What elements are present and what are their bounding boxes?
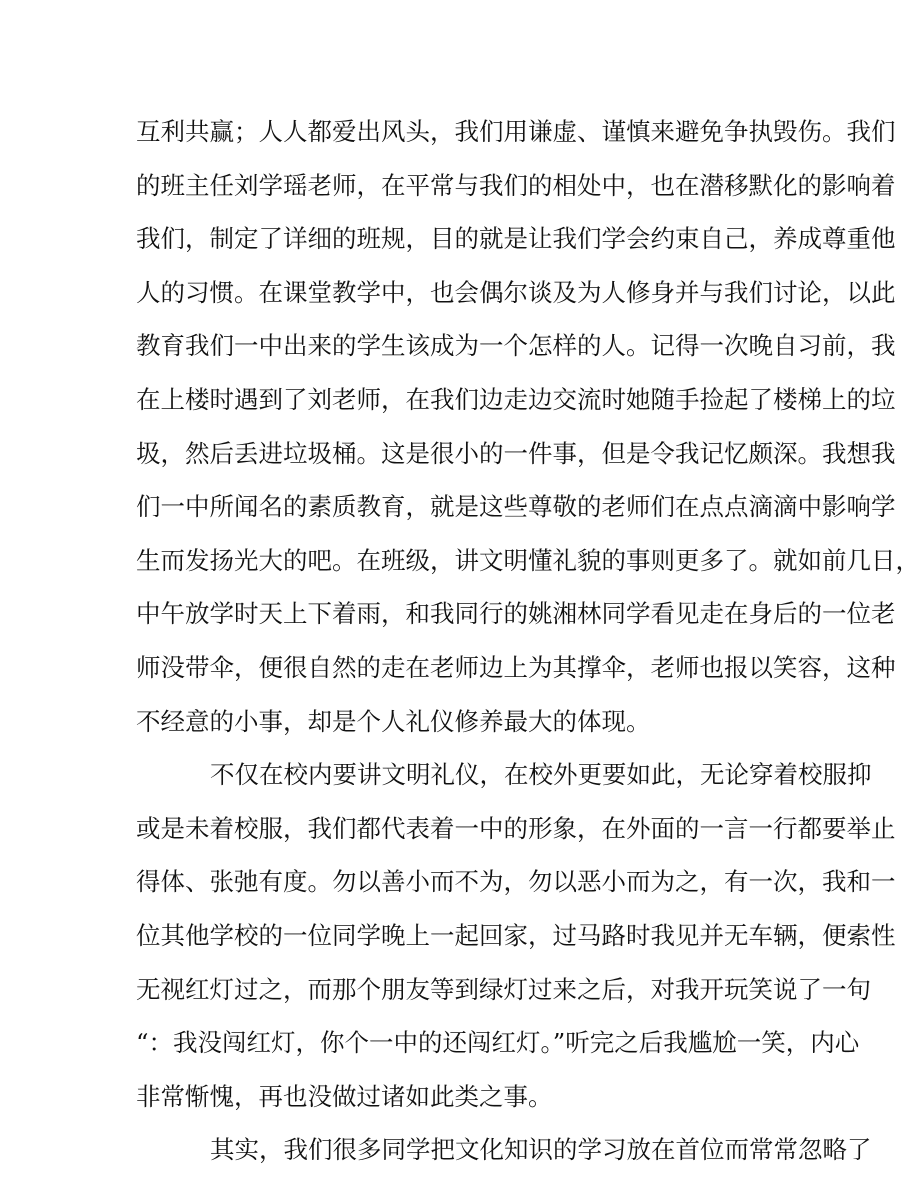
text-line: 的班主任刘学瑶老师，在平常与我们的相处中，也在潜移默化的影响着 [136,170,896,200]
paragraph-2 [136,748,896,1123]
text-line: 非常惭愧，再也没做过诸如此类之事。 [136,1081,553,1111]
text-line: “：我没闯红灯，你个一中的还闯红灯。”听完之后我尴尬一笑，内心 [136,1028,860,1058]
text-line: 其实，我们很多同学把文化知识的学习放在首位而常常忽略了 [210,1135,872,1165]
text-line: 得体、张弛有度。勿以善小而不为，勿以恶小而为之，有一次，我和一 [136,867,896,897]
text-line: 不经意的小事，却是个人礼仪修养最大的体现。 [136,706,651,736]
text-line: 生而发扬光大的吧。在班级，讲文明懂礼貌的事则更多了。就如前几日， [136,545,920,575]
text-line: 们一中所闻名的素质教育，就是这些尊敬的老师们在点点滴滴中影响学 [136,492,896,522]
text-line: 无视红灯过之，而那个朋友等到绿灯过来之后，对我开玩笑说了一句 [136,974,871,1004]
text-line: 不仅在校内要讲文明礼仪，在校外更要如此，无论穿着校服抑 [210,760,872,790]
text-line: 中午放学时天上下着雨，和我同行的姚湘林同学看见走在身后的一位老 [136,599,896,629]
paragraph-1 [136,105,920,748]
text-line: 教育我们一中出来的学生该成为一个怎样的人。记得一次晚自习前，我 [136,331,896,361]
text-line: 师没带伞，便很自然的走在老师边上为其撑伞，老师也报以笑容，这种 [136,652,896,682]
text-line: 我们，制定了详细的班规，目的就是让我们学会约束自己，养成尊重他 [136,224,896,254]
text-line: 人的习惯。在课堂教学中，也会偶尔谈及为人修身并与我们讨论，以此 [136,277,896,307]
text-line: 互利共赢；人人都爱出风头，我们用谦虚、谨慎来避免争执毁伤。我们 [136,117,896,146]
paragraph-3 [136,1123,872,1177]
text-line: 圾，然后丢进垃圾桶。这是很小的一件事，但是令我记忆颇深。我想我 [136,438,896,468]
body-text [136,105,920,1177]
text-line: 位其他学校的一位同学晚上一起回家，过马路时我见并无车辆，便索性 [136,920,896,950]
text-line: 在上楼时遇到了刘老师，在我们边走边交流时她随手捡起了楼梯上的垃 [136,384,896,414]
text-line: 或是未着校服，我们都代表着一中的形象，在外面的一言一行都要举止 [136,813,896,843]
